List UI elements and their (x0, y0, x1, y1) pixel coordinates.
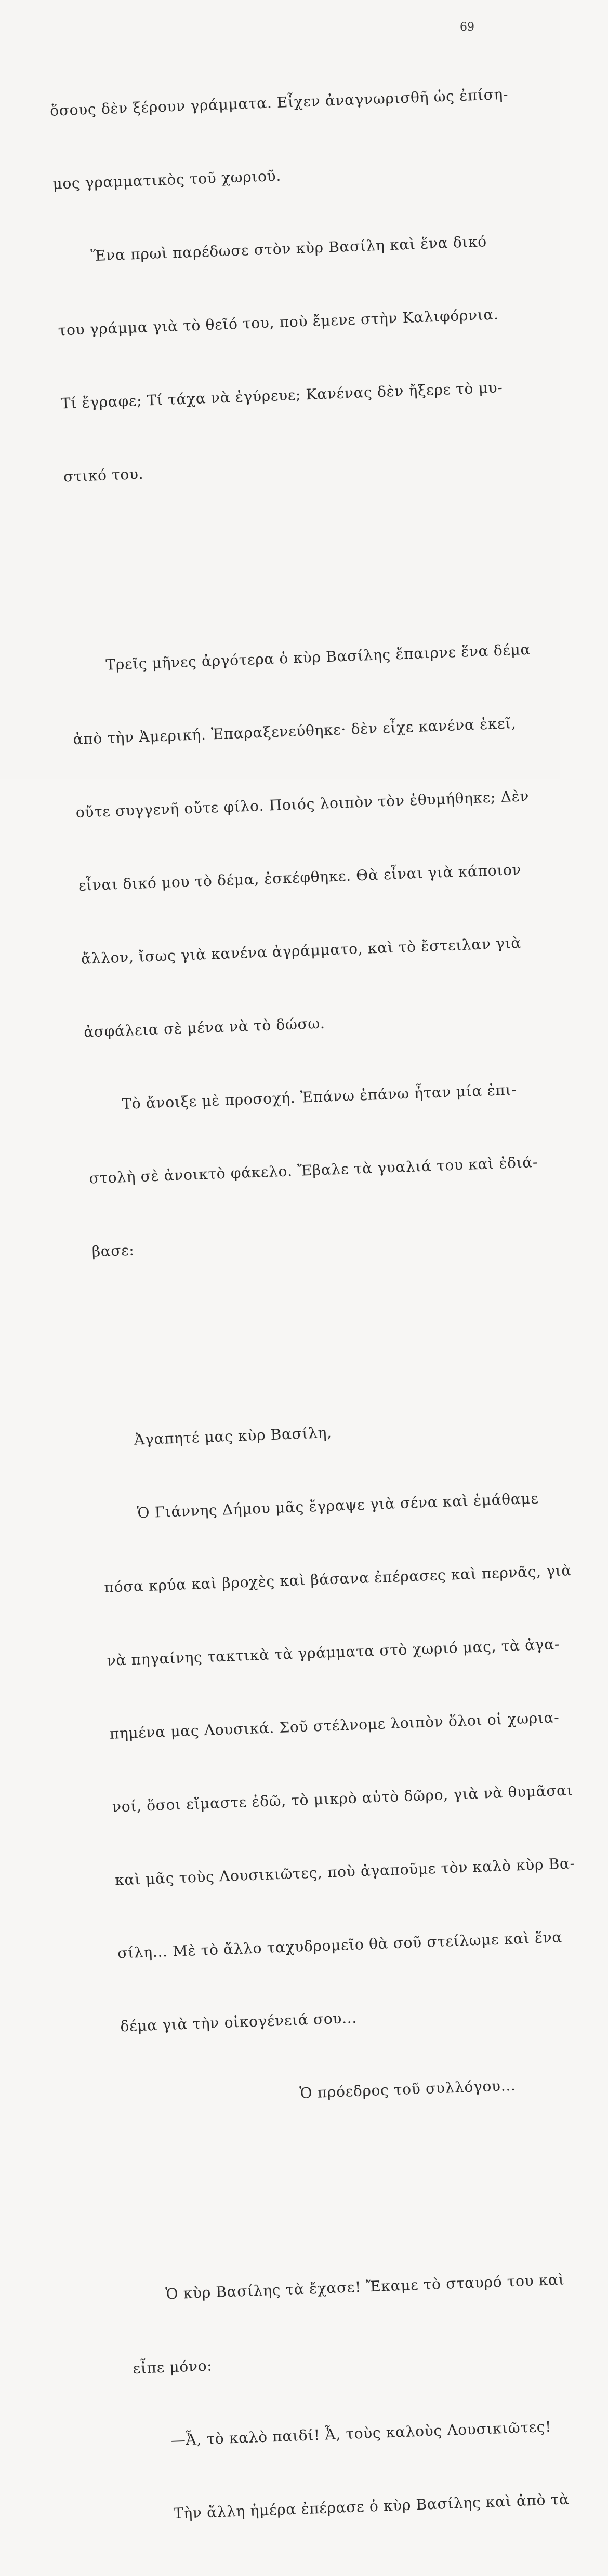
text-line: ὅσους δὲν ξέρουν γράμματα. Εἶχεν ἀναγνωρισθῆ ὡς ἐπίση- (49, 85, 509, 119)
page-number: 69 (460, 21, 474, 34)
text-line: πημένα μας Λουσικά. Σοῦ στέλνομε λοιπὸν ὅλοι οἱ χωρια- (109, 1709, 560, 1742)
text-line: Ἕνα πρωὶ παρέδωσε στὸν κὺρ Βασίλη καὶ ἕνα δικό (90, 233, 487, 265)
dialogue-line: —Ἆ, τὸ καλὸ παιδί! Ἆ, τοὺς καλοὺς Λουσικιῶτες! (170, 2418, 552, 2449)
text-line: Τὴν ἄλλη ἡμέρα ἐπέρασε ὁ κὺρ Βασίλης καὶ ἀπὸ τὰ (173, 2490, 570, 2523)
text-line: στικό του. (63, 465, 144, 486)
paragraph-gap (67, 546, 508, 581)
text-line: ἀσφάλεια σὲ μένα νὰ τὸ δώσω. (83, 1014, 326, 1041)
text-line: πόσα κρύα καὶ βροχὲς καὶ βάσανα ἐπέρασες καὶ περνᾶς, γιὰ (103, 1562, 572, 1596)
text-line: καὶ μᾶς τοὺς Λουσικιῶτες, ποὺ ἀγαποῦμε τὸν καλὸ κὺρ Βα- (114, 1855, 576, 1889)
text-line: βασε: (91, 1241, 135, 1260)
text-line: Τὸ ἄνοιξε μὲ προσοχή. Ἐπάνω ἐπάνω ἦταν μία ἐπι- (121, 1081, 517, 1113)
letter-salutation: Ἀγαπητέ μας κὺρ Βασίλη, (134, 1424, 333, 1448)
text-line: στολὴ σὲ ἀνοικτὸ φάκελο. Ἔβαλε τὰ γυαλιά του καὶ ἐδιά- (89, 1153, 538, 1187)
text-line: του γράμμα γιὰ τὸ θεῖό του, ποὺ ἔμενε στὴν Καλιφόρνια. (58, 305, 499, 339)
paragraph-gap (126, 2169, 567, 2210)
text-line: νὰ πηγαίνης τακτικὰ τὰ γράμματα στὸ χωριό μας, τὰ ἀγα- (107, 1635, 560, 1669)
page-text (48, 34, 581, 2576)
text-line: ἀπὸ τὴν Ἀμερική. Ἐπαραξενεύθηκε· δὲν εἶχε κανένα ἐκεῖ, (73, 714, 517, 748)
text-line: Τί ἔγραφε; Τί τάχα νὰ ἐγύρευε; Κανένας δὲν ἤξερε τὸ μυ- (60, 379, 503, 412)
text-line: εἶναι δικό μου τὸ δέμα, ἐσκέφθηκε. Θὰ εἶναι γιὰ κάποιον (78, 861, 522, 894)
text-line: ἄλλον, ἴσως γιὰ κανένα ἀγράμματο, καὶ τὸ ἔστειλαν γιὰ (81, 934, 522, 968)
text-line: μος γραμματικὸς τοῦ χωριοῦ. (52, 167, 282, 193)
text-line: νοί, ὅσοι εἴμαστε ἐδῶ, τὸ μικρὸ αὐτὸ δῶρο, γιὰ νὰ θυμᾶσαι (112, 1781, 573, 1816)
letter-signature: Ὁ πρόεδρος τοῦ συλλόγου... (299, 2076, 517, 2102)
text-line: δέμα γιὰ τὴν οἰκογένειά σου... (120, 2009, 358, 2035)
paragraph-gap (95, 1321, 536, 1356)
text-line: Τρεῖς μῆνες ἀργότερα ὁ κὺρ Βασίλης ἔπαιρνε ἕνα δέμα (105, 640, 531, 674)
text-line: εἶπε μόνο: (133, 2357, 213, 2377)
text-line: Ὁ κὺρ Βασίλης τὰ ἔχασε! Ἔκαμε τὸ σταυρό του καὶ (165, 2271, 565, 2303)
text-line: οὔτε συγγενῆ οὔτε φίλο. Ποιός λοιπὸν τὸν ἐθυμήθηκε; Δὲν (75, 787, 530, 822)
text-line: σίλη... Μὲ τὸ ἄλλο ταχυδρομεῖο θὰ σοῦ στείλωμε καὶ ἕνα (117, 1928, 563, 1962)
text-line: Ὁ Γιάννης Δήμου μᾶς ἔγραψε γιὰ σένα καὶ ἐμάθαμε (136, 1490, 539, 1522)
